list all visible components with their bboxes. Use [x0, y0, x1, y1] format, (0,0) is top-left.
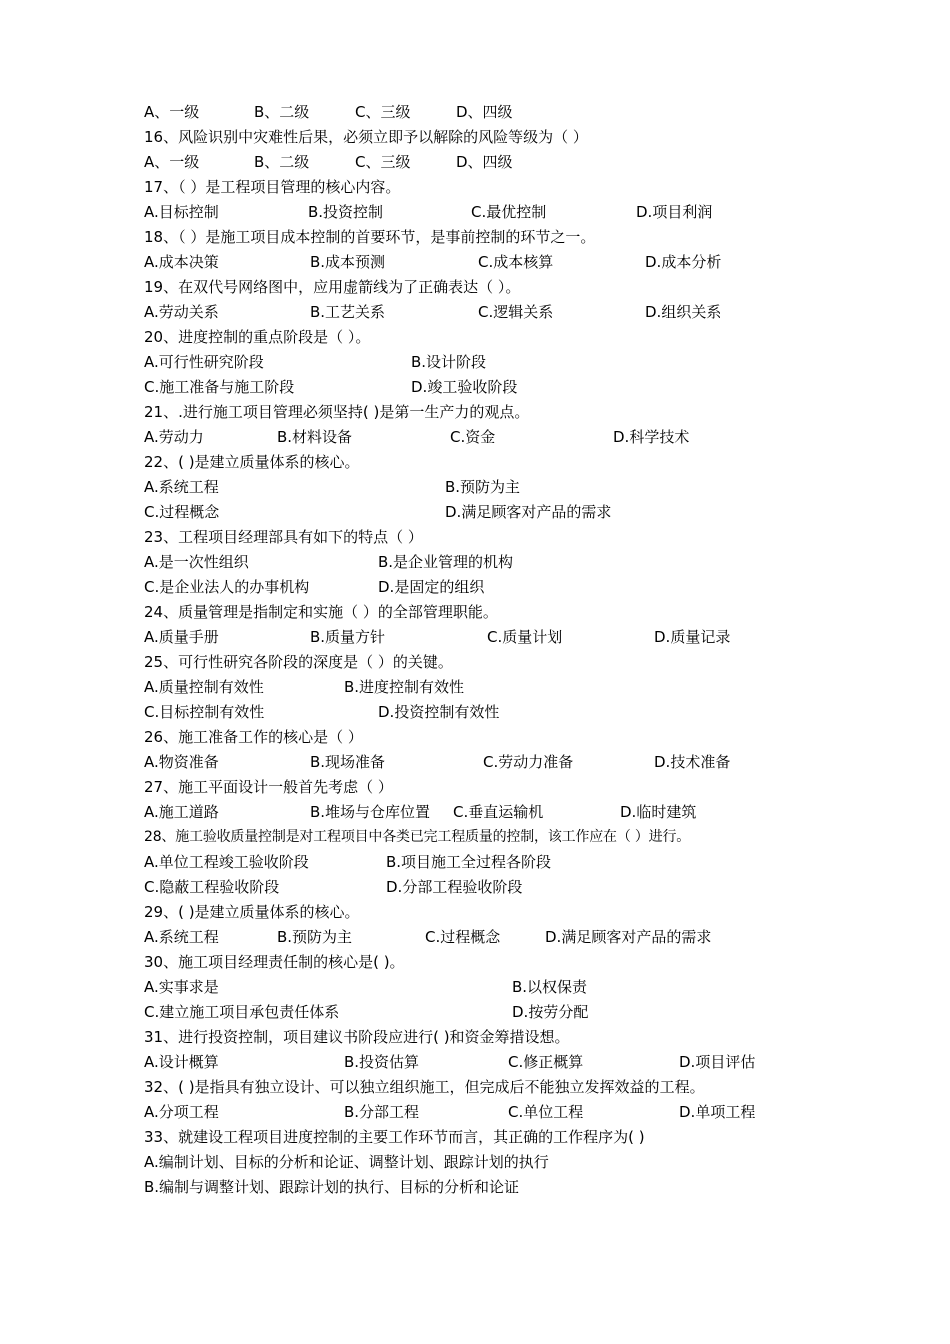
option-c: C、三级: [355, 103, 411, 121]
options-23-row-1: [0, 550, 950, 575]
option-a: A.物资准备: [144, 753, 219, 771]
question-24: [0, 600, 950, 625]
options-31: [0, 1050, 950, 1075]
option-d: D.满足顾客对产品的需求: [545, 928, 712, 946]
option-a: A.施工道路: [144, 803, 219, 821]
option-a: A、一级: [144, 153, 200, 171]
options-22-row-2: [0, 500, 950, 525]
question-text: 16、风险识别中灾难性后果，必须立即予以解除的风险等级为（ ）: [144, 128, 588, 146]
question-text: 19、在双代号网络图中，应用虚箭线为了正确表达（ ）。: [144, 278, 521, 296]
options-24: [0, 625, 950, 650]
question-19: [0, 275, 950, 300]
question-text: 31、进行投资控制，项目建议书阶段应进行( )和资金筹措设想。: [144, 1028, 570, 1046]
option-d: D.技术准备: [654, 753, 731, 771]
question-text: 33、就建设工程项目进度控制的主要工作环节而言，其正确的工作程序为( ): [144, 1128, 645, 1146]
option-c: C.隐蔽工程验收阶段: [144, 878, 280, 896]
option-d: D、四级: [456, 153, 513, 171]
option-d: D.分部工程验收阶段: [386, 878, 523, 896]
option-c: C.最优控制: [471, 203, 547, 221]
option-c: C.劳动力准备: [483, 753, 574, 771]
question-29: [0, 900, 950, 925]
option-d: D.投资控制有效性: [378, 703, 500, 721]
question-text: 27、施工平面设计一般首先考虑（ ）: [144, 778, 393, 796]
option-d: D.成本分析: [645, 253, 722, 271]
option-c: C.过程概念: [425, 928, 501, 946]
option-a: A.是一次性组织: [144, 553, 249, 571]
option-a: A.编制计划、目标的分析和论证、调整计划、跟踪计划的执行: [144, 1153, 549, 1171]
option-b: B.项目施工全过程各阶段: [386, 853, 552, 871]
option-b: B.预防为主: [445, 478, 521, 496]
options-line: [0, 100, 950, 125]
question-28: [0, 825, 950, 850]
options-19: [0, 300, 950, 325]
question-26: [0, 725, 950, 750]
option-d: D.满足顾客对产品的需求: [445, 503, 612, 521]
option-c: C.垂直运输机: [453, 803, 544, 821]
options-30-row-1: [0, 975, 950, 1000]
option-b: B.设计阶段: [411, 353, 487, 371]
option-c: C.施工准备与施工阶段: [144, 378, 295, 396]
question-32: [0, 1075, 950, 1100]
option-b: B.成本预测: [310, 253, 386, 271]
option-c: C.单位工程: [508, 1103, 584, 1121]
option-d: D.按劳分配: [512, 1003, 589, 1021]
question-20: [0, 325, 950, 350]
option-33-b: [0, 1175, 950, 1200]
option-a: A.系统工程: [144, 478, 219, 496]
question-27: [0, 775, 950, 800]
option-d: D.临时建筑: [620, 803, 697, 821]
option-b: B.堆场与仓库位置: [310, 803, 431, 821]
option-33-a: [0, 1150, 950, 1175]
option-c: C.过程概念: [144, 503, 220, 521]
option-c: C.是企业法人的办事机构: [144, 578, 310, 596]
question-23: [0, 525, 950, 550]
option-c: C.成本核算: [478, 253, 554, 271]
question-text: 20、进度控制的重点阶段是（ ）。: [144, 328, 371, 346]
option-a: A.质量控制有效性: [144, 678, 264, 696]
option-a: A.成本决策: [144, 253, 219, 271]
option-b: B.质量方针: [310, 628, 386, 646]
option-a: A、一级: [144, 103, 200, 121]
option-d: D、四级: [456, 103, 513, 121]
option-c: C.建立施工项目承包责任体系: [144, 1003, 340, 1021]
question-text: 32、( )是指具有独立设计、可以独立组织施工，但完成后不能独立发挥效益的工程。: [144, 1078, 705, 1096]
question-text: 21、.进行施工项目管理必须坚持( )是第一生产力的观点。: [144, 403, 530, 421]
options-16: [0, 150, 950, 175]
options-21: [0, 425, 950, 450]
option-c: C.目标控制有效性: [144, 703, 265, 721]
option-d: D.科学技术: [613, 428, 690, 446]
option-b: B.分部工程: [344, 1103, 420, 1121]
option-b: B.以权保责: [512, 978, 588, 996]
option-c: C.资金: [450, 428, 496, 446]
option-a: A.目标控制: [144, 203, 219, 221]
question-18: [0, 225, 950, 250]
question-text: 29、( )是建立质量体系的核心。: [144, 903, 360, 921]
question-text: 30、施工项目经理责任制的核心是( )。: [144, 953, 405, 971]
option-d: D.组织关系: [645, 303, 722, 321]
options-25-row-1: [0, 675, 950, 700]
option-a: A.分项工程: [144, 1103, 219, 1121]
question-30: [0, 950, 950, 975]
option-b: B.进度控制有效性: [344, 678, 465, 696]
question-text: 22、( )是建立质量体系的核心。: [144, 453, 360, 471]
option-b: B、二级: [254, 103, 310, 121]
question-text: 18、（ ）是施工项目成本控制的首要环节，是事前控制的环节之一。: [144, 228, 596, 246]
option-b: B.预防为主: [277, 928, 353, 946]
option-d: D.项目利润: [636, 203, 713, 221]
option-d: D.项目评估: [679, 1053, 756, 1071]
question-text: 28、施工验收质量控制是对工程项目中各类已完工程质量的控制，该工作应在（ ）进行。: [144, 829, 691, 845]
option-d: D.质量记录: [654, 628, 731, 646]
options-25-row-2: [0, 700, 950, 725]
option-a: A.系统工程: [144, 928, 219, 946]
question-21: [0, 400, 950, 425]
option-a: A.劳动关系: [144, 303, 219, 321]
question-text: 23、工程项目经理部具有如下的特点（ ）: [144, 528, 423, 546]
question-text: 26、施工准备工作的核心是（ ）: [144, 728, 363, 746]
option-b: B.工艺关系: [310, 303, 386, 321]
option-b: B.是企业管理的机构: [378, 553, 514, 571]
option-b: B.投资控制: [308, 203, 384, 221]
question-17: [0, 175, 950, 200]
option-a: A.质量手册: [144, 628, 219, 646]
options-20-row-1: [0, 350, 950, 375]
option-a: A.可行性研究阶段: [144, 353, 264, 371]
question-text: 17、（ ）是工程项目管理的核心内容。: [144, 178, 401, 196]
options-28-row-2: [0, 875, 950, 900]
option-b: B.编制与调整计划、跟踪计划的执行、目标的分析和论证: [144, 1178, 520, 1196]
option-d: D.竣工验收阶段: [411, 378, 518, 396]
option-c: C、三级: [355, 153, 411, 171]
option-b: B、二级: [254, 153, 310, 171]
question-33: [0, 1125, 950, 1150]
option-b: B.材料设备: [277, 428, 353, 446]
options-23-row-2: [0, 575, 950, 600]
question-16: [0, 125, 950, 150]
option-c: C.质量计划: [487, 628, 563, 646]
option-c: C.逻辑关系: [478, 303, 554, 321]
option-a: A.实事求是: [144, 978, 219, 996]
option-d: D.是固定的组织: [378, 578, 485, 596]
option-c: C.修正概算: [508, 1053, 584, 1071]
options-17: [0, 200, 950, 225]
option-b: B.投资估算: [344, 1053, 420, 1071]
question-text: 25、可行性研究各阶段的深度是（ ）的关键。: [144, 653, 453, 671]
options-22-row-1: [0, 475, 950, 500]
question-31: [0, 1025, 950, 1050]
options-29: [0, 925, 950, 950]
option-a: A.劳动力: [144, 428, 204, 446]
options-28-row-1: [0, 850, 950, 875]
options-18: [0, 250, 950, 275]
options-32: [0, 1100, 950, 1125]
options-30-row-2: [0, 1000, 950, 1025]
options-20-row-2: [0, 375, 950, 400]
option-a: A.设计概算: [144, 1053, 219, 1071]
options-27: [0, 800, 950, 825]
option-d: D.单项工程: [679, 1103, 756, 1121]
question-22: [0, 450, 950, 475]
option-a: A.单位工程竣工验收阶段: [144, 853, 309, 871]
question-text: 24、质量管理是指制定和实施（ ）的全部管理职能。: [144, 603, 498, 621]
question-25: [0, 650, 950, 675]
options-26: [0, 750, 950, 775]
option-b: B.现场准备: [310, 753, 386, 771]
